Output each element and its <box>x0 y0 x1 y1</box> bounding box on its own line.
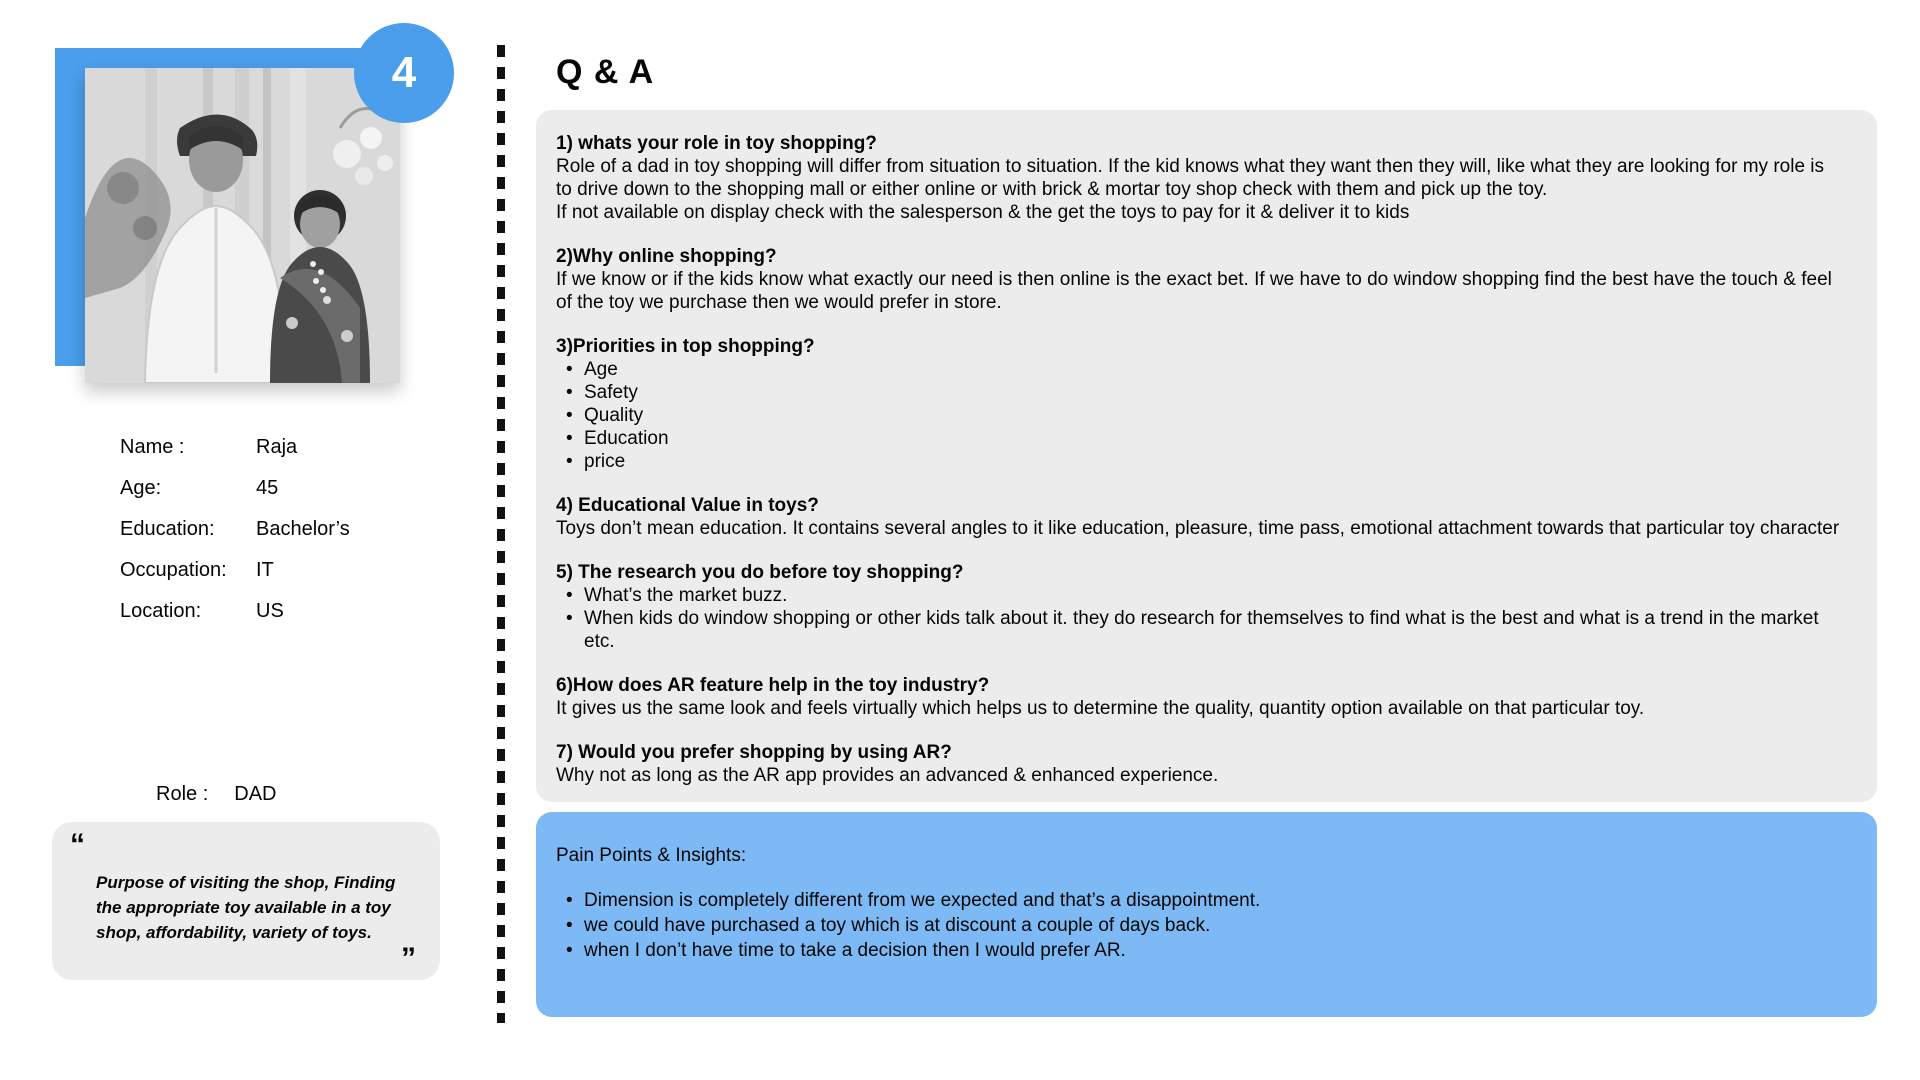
pain-points-box <box>536 812 1877 1017</box>
qa-item-4 <box>556 494 1845 540</box>
bullet-item: • price <box>556 450 1845 473</box>
field-value: Bachelor’s <box>256 518 350 540</box>
answer-bullet-list <box>556 358 1845 473</box>
persona-number: 4 <box>391 48 417 97</box>
question: 3)Priorities in top shopping? <box>556 336 815 357</box>
question: 1) whats your role in toy shopping? <box>556 133 877 154</box>
qa-item-5 <box>556 561 1845 653</box>
field-value: 45 <box>256 477 279 499</box>
dashed-divider <box>497 45 505 1023</box>
answer: If not available on display check with the salesperson & the get the toys to pay for it & deliver it to kids <box>556 202 1410 223</box>
answer: Why not as long as the AR app provides an advanced & enhanced experience. <box>556 765 1219 786</box>
field-label: Name : <box>120 436 185 458</box>
pain-points-list <box>556 889 1837 962</box>
pain-point-item: • when I don’t have time to take a decision then I would prefer AR. <box>556 939 1837 962</box>
bullet-item: • Safety <box>556 381 1845 404</box>
persona-quote: Purpose of visiting the shop, Finding the appropriate toy available in a toy shop, affordability, variety of toys. <box>96 873 396 942</box>
answer-bullet-list <box>556 584 1845 653</box>
bullet-item: • When kids do window shopping or other kids talk about it. they do research for themselves to find what is the best and what is a trend in the market etc. <box>556 607 1845 653</box>
role-label: Role : <box>156 783 209 805</box>
answer: Toys don’t mean education. It contains several angles to it like education, pleasure, time pass, emotional attachment towards that particular toy character <box>556 518 1840 539</box>
close-quote-icon: ” <box>401 942 416 975</box>
question: 2)Why online shopping? <box>556 246 777 267</box>
qa-box <box>536 110 1877 802</box>
qa-item-6 <box>556 674 1845 720</box>
qa-item-1 <box>556 132 1845 224</box>
answer: Role of a dad in toy shopping will differ from situation to situation. If the kid knows what they want then they will, like what they are looking for my role is to drive down to the shopping mall or either online or with brick & mortar toy shop check with them and pick up the toy. <box>556 156 1825 200</box>
pain-points-title: Pain Points & Insights: <box>556 845 747 866</box>
persona-photo <box>85 68 400 383</box>
qa-item-7 <box>556 741 1845 787</box>
question: 5) The research you do before toy shopping? <box>556 562 964 583</box>
profile-field-education <box>120 518 350 541</box>
bullet-item: • Education <box>556 427 1845 450</box>
profile-field-location <box>120 600 350 623</box>
quote-box <box>52 822 440 980</box>
question: 7) Would you prefer shopping by using AR? <box>556 742 952 763</box>
question: 4) Educational Value in toys? <box>556 495 819 516</box>
profile-field-occupation <box>120 559 350 582</box>
field-value: Raja <box>256 436 298 458</box>
role-value: DAD <box>234 783 277 805</box>
answer: If we know or if the kids know what exactly our need is then online is the exact bet. If we have to do window shopping find the best have the touch & feel of the toy we purchase then we would prefer in store. <box>556 269 1832 313</box>
answer: It gives us the same look and feels virtually which helps us to determine the quality, quantity option available on that particular toy. <box>556 698 1645 719</box>
couple-photo-illustration <box>85 68 400 383</box>
profile-field-age <box>120 477 350 500</box>
qa-item-3 <box>556 335 1845 473</box>
field-label: Location: <box>120 600 202 622</box>
open-quote-icon: “ <box>70 828 85 861</box>
field-value: US <box>256 600 284 622</box>
question: 6)How does AR feature help in the toy industry? <box>556 675 990 696</box>
field-label: Education: <box>120 518 215 540</box>
field-value: IT <box>256 559 274 581</box>
profile-fields <box>120 436 350 641</box>
role-line <box>156 783 276 806</box>
field-label: Age: <box>120 477 162 499</box>
profile-field-name <box>120 436 350 459</box>
bullet-item: • Age <box>556 358 1845 381</box>
bullet-item: • Quality <box>556 404 1845 427</box>
persona-number-badge <box>354 23 454 123</box>
qa-item-2 <box>556 245 1845 314</box>
bullet-item: • What’s the market buzz. <box>556 584 1845 607</box>
pain-point-item: • we could have purchased a toy which is at discount a couple of days back. <box>556 914 1837 937</box>
pain-point-item: • Dimension is completely different from we expected and that’s a disappointment. <box>556 889 1837 912</box>
field-label: Occupation: <box>120 559 227 581</box>
qa-title: Q & A <box>556 53 655 91</box>
